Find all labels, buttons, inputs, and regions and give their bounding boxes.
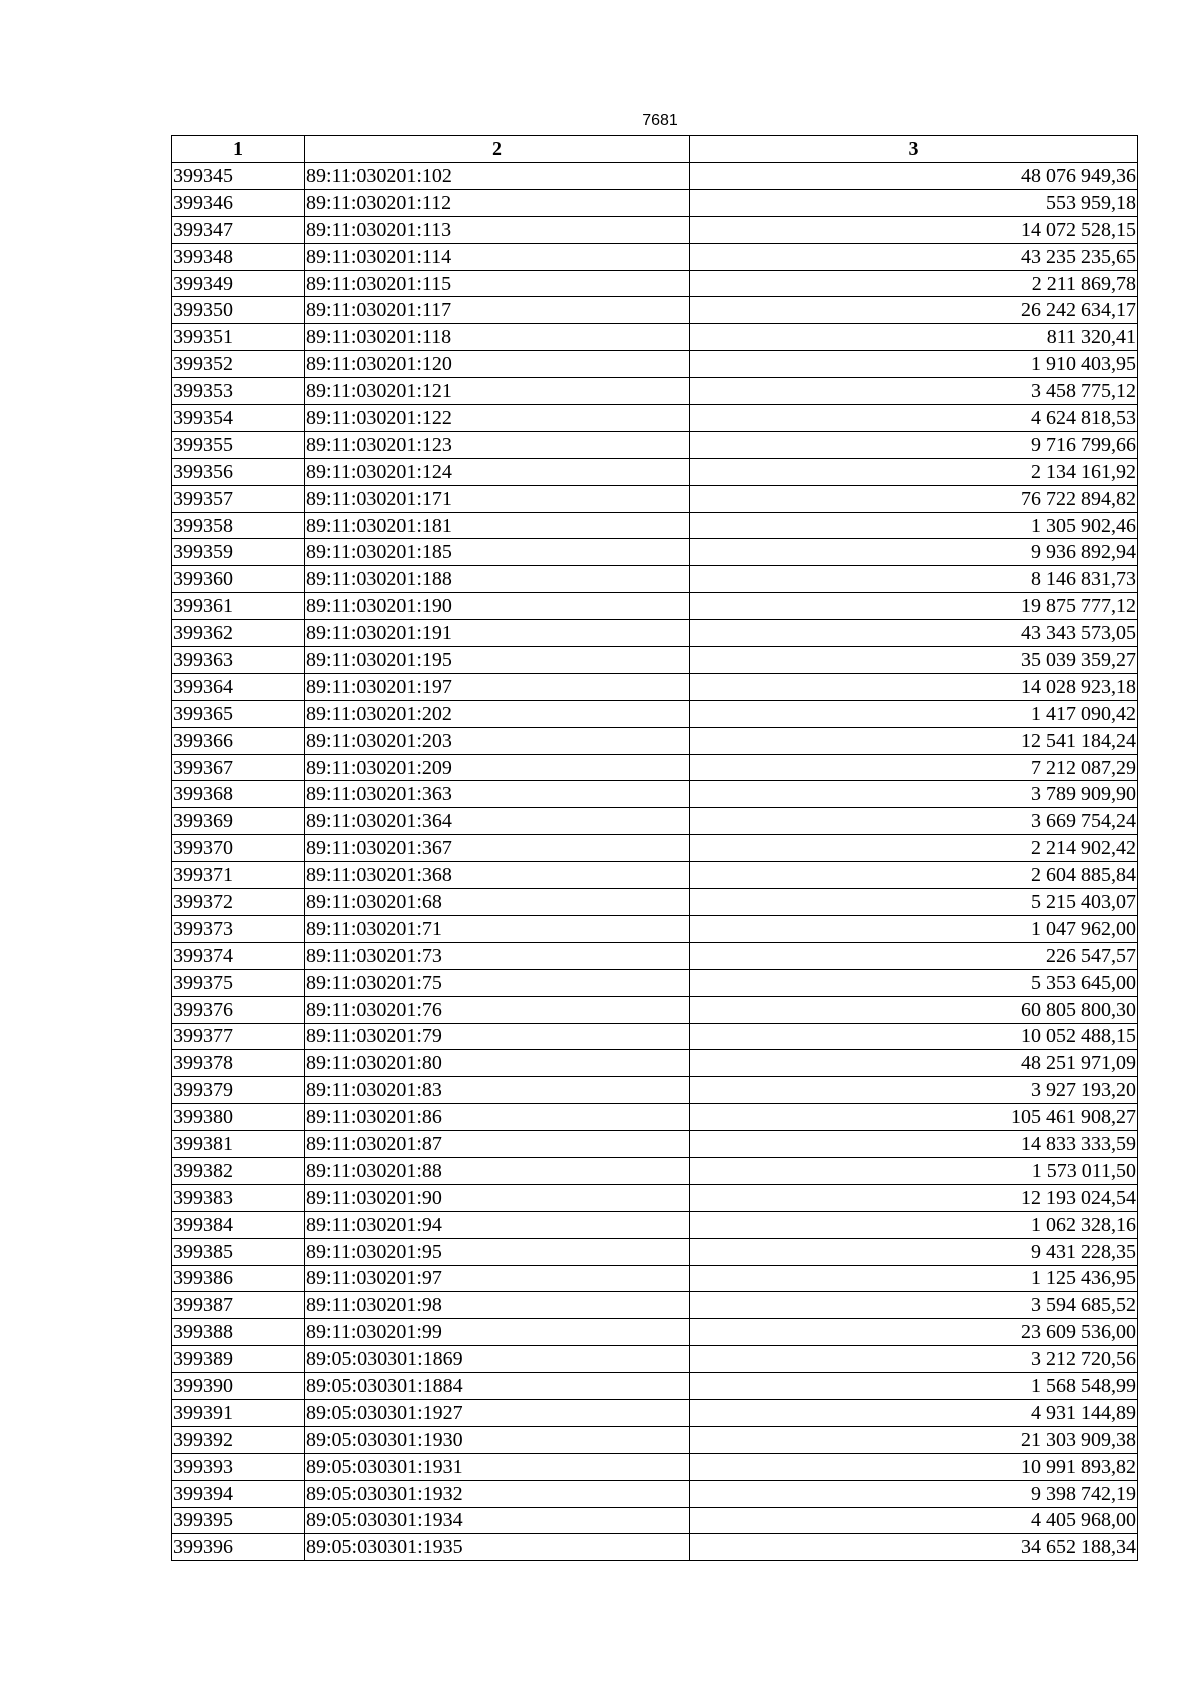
table-row	[172, 835, 1138, 862]
table-row	[172, 593, 1138, 620]
cadastral-number-cell: 89:11:030201:368	[305, 862, 690, 889]
cadastral-value-cell: 1 305 902,46	[690, 512, 1138, 539]
row-number-cell: 399382	[172, 1157, 305, 1184]
cadastral-value-cell: 1 573 011,50	[690, 1157, 1138, 1184]
cadastral-value-cell: 5 215 403,07	[690, 889, 1138, 916]
table-row	[172, 351, 1138, 378]
cadastral-number-cell: 89:11:030201:113	[305, 216, 690, 243]
cadastral-number-cell: 89:11:030201:122	[305, 405, 690, 432]
cadastral-value-cell: 105 461 908,27	[690, 1104, 1138, 1131]
table-row	[172, 1211, 1138, 1238]
cadastral-value-cell: 2 214 902,42	[690, 835, 1138, 862]
table-row	[172, 781, 1138, 808]
row-number-cell: 399352	[172, 351, 305, 378]
cadastral-value-cell: 9 398 742,19	[690, 1480, 1138, 1507]
cadastral-number-cell: 89:11:030201:124	[305, 458, 690, 485]
table-row	[172, 566, 1138, 593]
table-row	[172, 1534, 1138, 1561]
cadastral-value-cell: 4 624 818,53	[690, 405, 1138, 432]
cadastral-number-cell: 89:11:030201:95	[305, 1238, 690, 1265]
row-number-cell: 399362	[172, 620, 305, 647]
cadastral-number-cell: 89:05:030301:1934	[305, 1507, 690, 1534]
row-number-cell: 399350	[172, 297, 305, 324]
cadastral-value-cell: 226 547,57	[690, 942, 1138, 969]
cadastral-number-cell: 89:11:030201:102	[305, 163, 690, 190]
column-header-1: 1	[172, 136, 305, 163]
table-row	[172, 163, 1138, 190]
row-number-cell: 399374	[172, 942, 305, 969]
table-row	[172, 539, 1138, 566]
cadastral-value-cell: 2 211 869,78	[690, 270, 1138, 297]
cadastral-value-cell: 2 604 885,84	[690, 862, 1138, 889]
cadastral-value-cell: 14 072 528,15	[690, 216, 1138, 243]
table-row	[172, 1077, 1138, 1104]
table-row	[172, 297, 1138, 324]
table-row	[172, 458, 1138, 485]
row-number-cell: 399348	[172, 243, 305, 270]
row-number-cell: 399345	[172, 163, 305, 190]
cadastral-value-cell: 21 303 909,38	[690, 1426, 1138, 1453]
cadastral-number-cell: 89:11:030201:202	[305, 700, 690, 727]
table-row	[172, 969, 1138, 996]
row-number-cell: 399363	[172, 647, 305, 674]
row-number-cell: 399375	[172, 969, 305, 996]
row-number-cell: 399390	[172, 1373, 305, 1400]
cadastral-number-cell: 89:11:030201:363	[305, 781, 690, 808]
cadastral-value-cell: 553 959,18	[690, 189, 1138, 216]
table-row	[172, 754, 1138, 781]
cadastral-value-cell: 9 431 228,35	[690, 1238, 1138, 1265]
table-row	[172, 189, 1138, 216]
table-row	[172, 727, 1138, 754]
cadastral-number-cell: 89:05:030301:1884	[305, 1373, 690, 1400]
cadastral-value-cell: 9 716 799,66	[690, 431, 1138, 458]
cadastral-number-cell: 89:11:030201:112	[305, 189, 690, 216]
table-row	[172, 915, 1138, 942]
table-row	[172, 620, 1138, 647]
cadastral-number-cell: 89:05:030301:1869	[305, 1346, 690, 1373]
cadastral-number-cell: 89:11:030201:364	[305, 808, 690, 835]
row-number-cell: 399367	[172, 754, 305, 781]
table-row	[172, 889, 1138, 916]
cadastral-number-cell: 89:11:030201:117	[305, 297, 690, 324]
row-number-cell: 399389	[172, 1346, 305, 1373]
cadastral-number-cell: 89:05:030301:1930	[305, 1426, 690, 1453]
cadastral-value-cell: 48 251 971,09	[690, 1050, 1138, 1077]
row-number-cell: 399351	[172, 324, 305, 351]
table-row	[172, 1480, 1138, 1507]
cadastral-value-cell: 5 353 645,00	[690, 969, 1138, 996]
row-number-cell: 399370	[172, 835, 305, 862]
cadastral-number-cell: 89:05:030301:1935	[305, 1534, 690, 1561]
row-number-cell: 399384	[172, 1211, 305, 1238]
cadastral-number-cell: 89:11:030201:83	[305, 1077, 690, 1104]
table-row	[172, 1023, 1138, 1050]
table-row	[172, 270, 1138, 297]
table-row	[172, 1346, 1138, 1373]
table-row	[172, 216, 1138, 243]
cadastral-value-cell: 9 936 892,94	[690, 539, 1138, 566]
cadastral-number-cell: 89:11:030201:191	[305, 620, 690, 647]
cadastral-value-cell: 3 927 193,20	[690, 1077, 1138, 1104]
table-row	[172, 324, 1138, 351]
row-number-cell: 399383	[172, 1184, 305, 1211]
row-number-cell: 399359	[172, 539, 305, 566]
row-number-cell: 399355	[172, 431, 305, 458]
cadastral-value-cell: 2 134 161,92	[690, 458, 1138, 485]
row-number-cell: 399385	[172, 1238, 305, 1265]
cadastral-number-cell: 89:11:030201:185	[305, 539, 690, 566]
cadastral-number-cell: 89:05:030301:1927	[305, 1399, 690, 1426]
row-number-cell: 399379	[172, 1077, 305, 1104]
row-number-cell: 399380	[172, 1104, 305, 1131]
cadastral-number-cell: 89:11:030201:118	[305, 324, 690, 351]
cadastral-value-cell: 43 343 573,05	[690, 620, 1138, 647]
table-row	[172, 700, 1138, 727]
row-number-cell: 399386	[172, 1265, 305, 1292]
cadastral-value-cell: 12 541 184,24	[690, 727, 1138, 754]
cadastral-number-cell: 89:11:030201:94	[305, 1211, 690, 1238]
row-number-cell: 399394	[172, 1480, 305, 1507]
table-row	[172, 1184, 1138, 1211]
table-row	[172, 1373, 1138, 1400]
table-row	[172, 647, 1138, 674]
table-row	[172, 1050, 1138, 1077]
cadastral-number-cell: 89:11:030201:121	[305, 378, 690, 405]
column-header-3: 3	[690, 136, 1138, 163]
column-header-2: 2	[305, 136, 690, 163]
cadastral-value-cell: 12 193 024,54	[690, 1184, 1138, 1211]
table-row	[172, 1265, 1138, 1292]
table-body	[172, 163, 1138, 1561]
table-row	[172, 1292, 1138, 1319]
row-number-cell: 399388	[172, 1319, 305, 1346]
cadastral-number-cell: 89:11:030201:99	[305, 1319, 690, 1346]
cadastral-number-cell: 89:11:030201:171	[305, 485, 690, 512]
cadastral-value-cell: 811 320,41	[690, 324, 1138, 351]
cadastral-value-cell: 3 212 720,56	[690, 1346, 1138, 1373]
cadastral-number-cell: 89:11:030201:367	[305, 835, 690, 862]
table-row	[172, 673, 1138, 700]
cadastral-value-cell: 35 039 359,27	[690, 647, 1138, 674]
cadastral-number-cell: 89:11:030201:123	[305, 431, 690, 458]
table-row	[172, 1399, 1138, 1426]
cadastral-number-cell: 89:11:030201:98	[305, 1292, 690, 1319]
row-number-cell: 399361	[172, 593, 305, 620]
cadastral-number-cell: 89:11:030201:114	[305, 243, 690, 270]
cadastral-number-cell: 89:05:030301:1931	[305, 1453, 690, 1480]
row-number-cell: 399378	[172, 1050, 305, 1077]
table-row	[172, 485, 1138, 512]
row-number-cell: 399354	[172, 405, 305, 432]
row-number-cell: 399373	[172, 915, 305, 942]
table-row	[172, 862, 1138, 889]
row-number-cell: 399392	[172, 1426, 305, 1453]
cadastral-number-cell: 89:11:030201:68	[305, 889, 690, 916]
row-number-cell: 399346	[172, 189, 305, 216]
table-header	[172, 136, 1138, 163]
table-row	[172, 942, 1138, 969]
header-row	[172, 136, 1138, 163]
table-row	[172, 405, 1138, 432]
cadastral-value-cell: 4 405 968,00	[690, 1507, 1138, 1534]
cadastral-value-cell: 34 652 188,34	[690, 1534, 1138, 1561]
cadastral-value-cell: 14 028 923,18	[690, 673, 1138, 700]
cadastral-value-cell: 3 458 775,12	[690, 378, 1138, 405]
row-number-cell: 399371	[172, 862, 305, 889]
cadastral-number-cell: 89:11:030201:120	[305, 351, 690, 378]
row-number-cell: 399369	[172, 808, 305, 835]
row-number-cell: 399353	[172, 378, 305, 405]
cadastral-number-cell: 89:11:030201:76	[305, 996, 690, 1023]
row-number-cell: 399364	[172, 673, 305, 700]
cadastral-value-cell: 3 789 909,90	[690, 781, 1138, 808]
cadastral-value-cell: 26 242 634,17	[690, 297, 1138, 324]
row-number-cell: 399377	[172, 1023, 305, 1050]
registry-table	[171, 135, 1138, 1561]
cadastral-number-cell: 89:11:030201:73	[305, 942, 690, 969]
cadastral-value-cell: 23 609 536,00	[690, 1319, 1138, 1346]
row-number-cell: 399360	[172, 566, 305, 593]
table-row	[172, 1157, 1138, 1184]
table-row	[172, 996, 1138, 1023]
cadastral-number-cell: 89:11:030201:75	[305, 969, 690, 996]
row-number-cell: 399347	[172, 216, 305, 243]
cadastral-number-cell: 89:11:030201:71	[305, 915, 690, 942]
table-row	[172, 1104, 1138, 1131]
table-row	[172, 1238, 1138, 1265]
cadastral-number-cell: 89:11:030201:86	[305, 1104, 690, 1131]
row-number-cell: 399393	[172, 1453, 305, 1480]
cadastral-value-cell: 14 833 333,59	[690, 1131, 1138, 1158]
cadastral-value-cell: 1 047 962,00	[690, 915, 1138, 942]
table-row	[172, 512, 1138, 539]
cadastral-value-cell: 3 594 685,52	[690, 1292, 1138, 1319]
row-number-cell: 399396	[172, 1534, 305, 1561]
cadastral-value-cell: 60 805 800,30	[690, 996, 1138, 1023]
cadastral-number-cell: 89:11:030201:181	[305, 512, 690, 539]
cadastral-value-cell: 1 568 548,99	[690, 1373, 1138, 1400]
cadastral-value-cell: 4 931 144,89	[690, 1399, 1138, 1426]
table-row	[172, 808, 1138, 835]
cadastral-number-cell: 89:11:030201:197	[305, 673, 690, 700]
table-row	[172, 1319, 1138, 1346]
page-number: 7681	[642, 112, 678, 129]
cadastral-number-cell: 89:05:030301:1932	[305, 1480, 690, 1507]
cadastral-number-cell: 89:11:030201:209	[305, 754, 690, 781]
cadastral-number-cell: 89:11:030201:87	[305, 1131, 690, 1158]
cadastral-value-cell: 1 125 436,95	[690, 1265, 1138, 1292]
cadastral-value-cell: 48 076 949,36	[690, 163, 1138, 190]
cadastral-number-cell: 89:11:030201:90	[305, 1184, 690, 1211]
cadastral-value-cell: 1 417 090,42	[690, 700, 1138, 727]
table-row	[172, 243, 1138, 270]
table-row	[172, 378, 1138, 405]
row-number-cell: 399395	[172, 1507, 305, 1534]
cadastral-value-cell: 1 910 403,95	[690, 351, 1138, 378]
row-number-cell: 399391	[172, 1399, 305, 1426]
row-number-cell: 399387	[172, 1292, 305, 1319]
cadastral-number-cell: 89:11:030201:79	[305, 1023, 690, 1050]
cadastral-value-cell: 43 235 235,65	[690, 243, 1138, 270]
row-number-cell: 399349	[172, 270, 305, 297]
table-row	[172, 431, 1138, 458]
cadastral-value-cell: 7 212 087,29	[690, 754, 1138, 781]
cadastral-number-cell: 89:11:030201:88	[305, 1157, 690, 1184]
cadastral-value-cell: 1 062 328,16	[690, 1211, 1138, 1238]
row-number-cell: 399376	[172, 996, 305, 1023]
row-number-cell: 399372	[172, 889, 305, 916]
table-row	[172, 1453, 1138, 1480]
cadastral-value-cell: 76 722 894,82	[690, 485, 1138, 512]
table-row	[172, 1426, 1138, 1453]
cadastral-number-cell: 89:11:030201:203	[305, 727, 690, 754]
cadastral-number-cell: 89:11:030201:190	[305, 593, 690, 620]
table-row	[172, 1131, 1138, 1158]
cadastral-value-cell: 19 875 777,12	[690, 593, 1138, 620]
cadastral-number-cell: 89:11:030201:97	[305, 1265, 690, 1292]
cadastral-value-cell: 3 669 754,24	[690, 808, 1138, 835]
row-number-cell: 399356	[172, 458, 305, 485]
row-number-cell: 399357	[172, 485, 305, 512]
cadastral-number-cell: 89:11:030201:80	[305, 1050, 690, 1077]
cadastral-value-cell: 10 991 893,82	[690, 1453, 1138, 1480]
cadastral-number-cell: 89:11:030201:195	[305, 647, 690, 674]
row-number-cell: 399368	[172, 781, 305, 808]
cadastral-value-cell: 8 146 831,73	[690, 566, 1138, 593]
row-number-cell: 399358	[172, 512, 305, 539]
cadastral-number-cell: 89:11:030201:115	[305, 270, 690, 297]
row-number-cell: 399366	[172, 727, 305, 754]
row-number-cell: 399381	[172, 1131, 305, 1158]
row-number-cell: 399365	[172, 700, 305, 727]
cadastral-value-cell: 10 052 488,15	[690, 1023, 1138, 1050]
table-row	[172, 1507, 1138, 1534]
cadastral-number-cell: 89:11:030201:188	[305, 566, 690, 593]
